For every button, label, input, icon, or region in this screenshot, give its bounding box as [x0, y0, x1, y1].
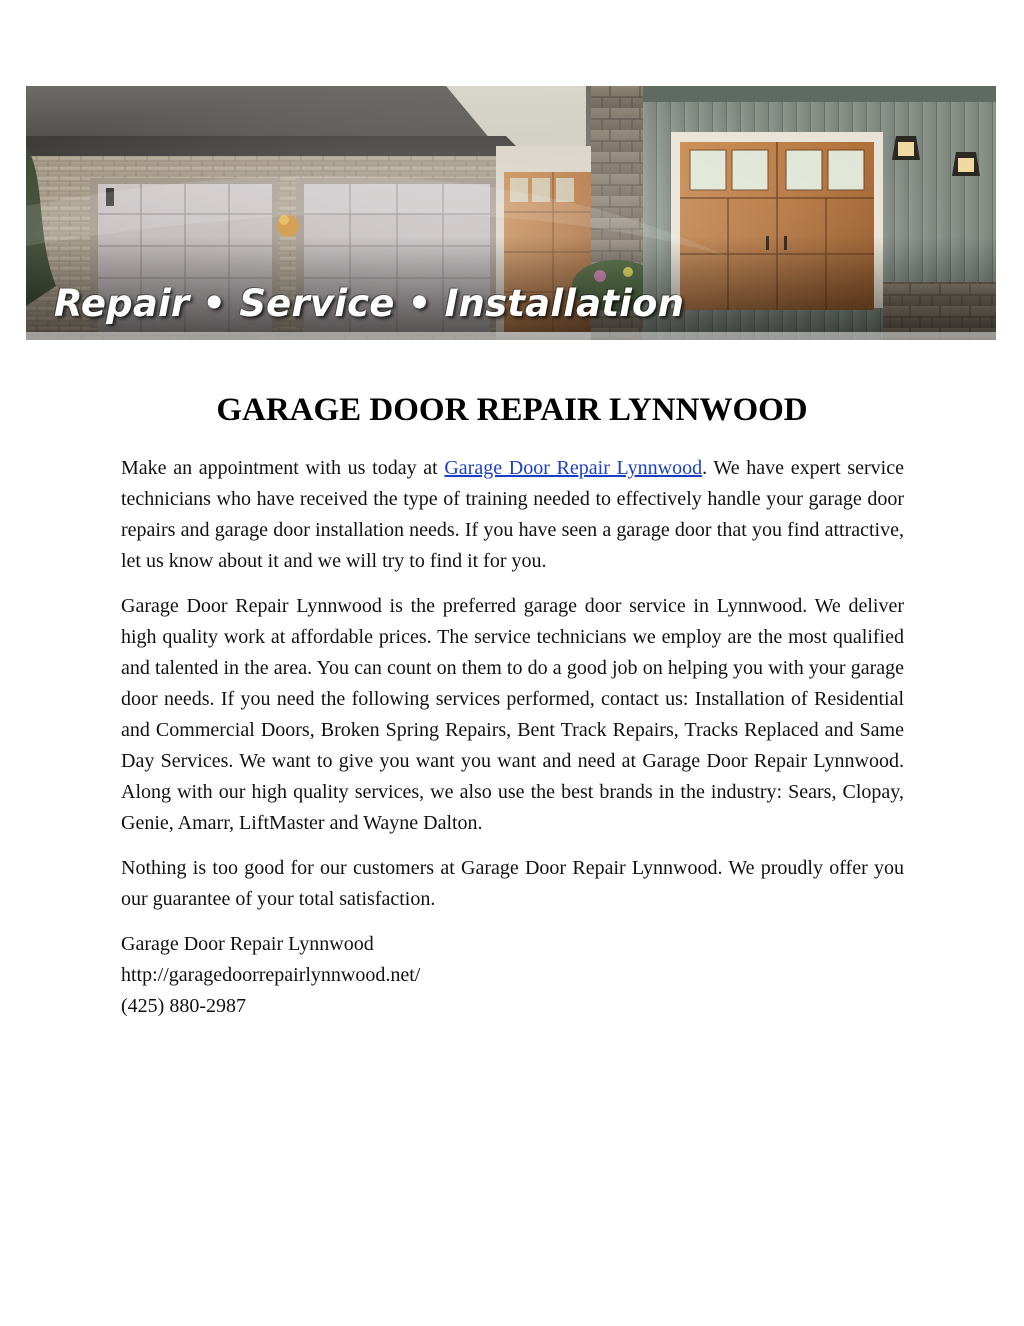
- paragraph-guarantee: Nothing is too good for our customers at Garage Door Repair Lynnwood. We proudly offer you our guarantee of your total satisfaction.: [121, 857, 904, 910]
- paragraph-services: Garage Door Repair Lynnwood is the preferred garage door service in Lynnwood. We deliver high quality work at affordable prices. The service technicians we employ are the most qualified and talented in the area. You can count on them to do a good job on helping you with your garage door needs. If you need the following services performed, contact us: Installation of Residential and Commercial Doors, Broken Spring Repairs, Bent Track Repairs, Tracks Replaced and Same Day Services. We want to give you want you want and need at Garage Door Repair Lynnwood. Along with our high quality services, we also use the best brands in the industry: Sears, Clopay, Genie, Amarr, LiftMaster and Wayne Dalton.: [121, 595, 904, 834]
- header-banner-image: [26, 86, 996, 340]
- page-title: GARAGE DOOR REPAIR LYNNWOOD: [216, 392, 808, 428]
- paragraph-intro-text-after: . We have expert service technicians who have received the type of training needed to effectively handle your garage door repairs and garage door installation needs. If you have seen a garage door that you find attractive, let us know about it and we will try to find it for you.: [121, 457, 904, 572]
- paragraph-intro-text-before: Make an appointment with us today at: [121, 457, 445, 479]
- contact-company: Garage Door Repair Lynnwood: [121, 933, 374, 955]
- contact-block: [121, 929, 904, 1022]
- company-link[interactable]: Garage Door Repair Lynnwood: [444, 457, 703, 479]
- contact-website: http://garagedoorrepairlynnwood.net/: [121, 964, 421, 986]
- paragraph-intro: [121, 453, 904, 577]
- contact-phone: (425) 880-2987: [121, 995, 246, 1017]
- banner-caption: Repair • Service • Installation: [54, 282, 685, 325]
- body-content: [121, 453, 904, 1036]
